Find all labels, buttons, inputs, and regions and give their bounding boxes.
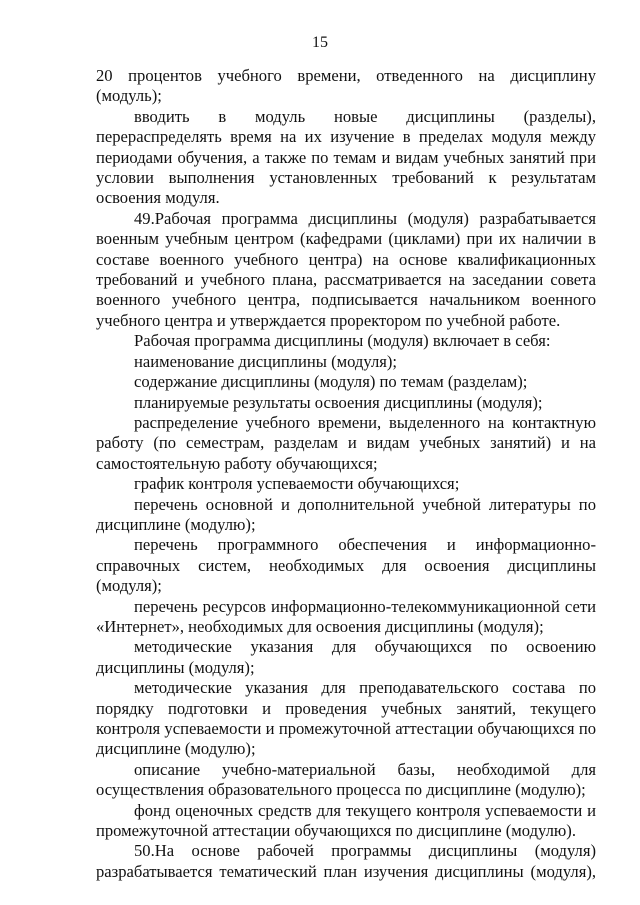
paragraph: вводить в модуль новые дисциплины (разделы), перераспределять время на их изучение в пределах модуля между периодами обучения, а также по темам и видам учебных занятий при условии выполнения установленных требований к результатам освоения модуля. [96,106,596,208]
list-item: график контроля успеваемости обучающихся; [134,474,460,494]
page-number: 15 [312,34,328,51]
list-item: перечень ресурсов информационно-телекоммуникационной сети «Интернет», необходимых для освоения дисциплины (модуля); [96,596,596,636]
list-item: содержание дисциплины (модуля) по темам (разделам); [134,372,528,392]
list-item: описание учебно-материальной базы, необходимой для осуществления образовательного процесса по дисциплине (модулю); [96,759,596,800]
paragraph-clause-49: 49.Рабочая программа дисциплины (модуля) разрабатывается военным учебным центром (кафедрами (циклами) при их наличии в составе военного учебного центра) на основе квалификационных требований и учебного плана, рассматривается на заседании совета военного учебного центра, подписывается начальником военного учебного центра и утверждается проректором по учебной работе. [96,208,596,330]
list-item: методические указания для обучающихся по освоению дисциплины (модуля); [96,637,596,677]
list-item: планируемые результаты освоения дисциплины (модуля); [134,392,543,412]
paragraph: Рабочая программа дисциплины (модуля) включает в себя: [134,331,551,351]
paragraph-continuation: 20 процентов учебного времени, отведенного на дисциплину (модуль); [96,66,596,106]
body-text [96,66,596,882]
list-item: методические указания для преподавательского состава по порядку подготовки и проведения учебных занятий, текущего контроля успеваемости и промежуточной аттестации обучающихся по дисциплине (модулю); [96,678,596,759]
list-item: наименование дисциплины (модуля); [134,351,397,371]
list-item: перечень основной и дополнительной учебной литературы по дисциплине (модулю); [96,494,596,534]
list-item: распределение учебного времени, выделенного на контактную работу (по семестрам, разделам и видам учебных занятий) и на самостоятельную работу обучающихся; [96,412,596,473]
paragraph-clause-50: 50.На основе рабочей программы дисциплины (модуля) разрабатывается тематический план изучения дисциплины (модуля), [96,841,596,881]
list-item: перечень программного обеспечения и информационно-справочных систем, необходимых для освоения дисциплины (модуля); [96,535,596,596]
list-item: фонд оценочных средств для текущего контроля успеваемости и промежуточной аттестации обучающихся по дисциплине (модулю). [96,800,596,841]
